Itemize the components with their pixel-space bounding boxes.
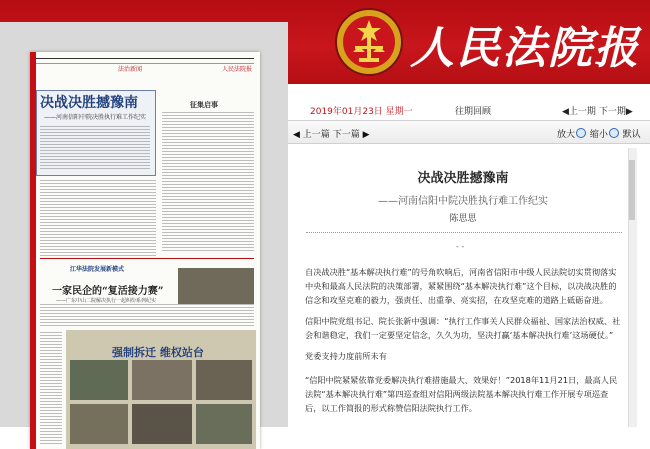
- feature-subhead: ——广东中山二院解决执行一起纠纷系列纪实: [56, 298, 157, 304]
- photo-6: [196, 404, 252, 444]
- default-size-button[interactable]: [623, 130, 641, 140]
- next-article-link[interactable]: 下一篇: [332, 130, 360, 140]
- section-divider: [40, 258, 254, 259]
- photo-1: [70, 360, 128, 400]
- divider-mark: - -: [456, 242, 465, 251]
- feature-headline[interactable]: 一家民企的“复活接力赛”: [52, 286, 164, 297]
- zoom-in-button[interactable]: [557, 130, 587, 140]
- masthead-title: 人民法院报: [410, 23, 640, 74]
- zoom-out-label: 缩小: [589, 130, 608, 140]
- triangle-left-icon: ◀: [293, 130, 300, 140]
- article-navigation: [293, 127, 370, 140]
- issue-navigation: [562, 104, 633, 117]
- court-emblem-icon: [333, 6, 405, 78]
- article-paragraph: 自决战决胜“基本解决执行难”的号角吹响后，河南省信阳市中级人民法院切实贯彻落实中央和最高人民法院的决策部署，紧紧围绕“基本解决执行难”这个目标，以决战决胜的信念和攻坚克难的毅力，强责任、出重拳、亮实招，在攻坚克难的道路上砥砺奋进。: [305, 267, 617, 305]
- page-brand: 人民法院报: [221, 66, 252, 73]
- article-title: 决战决胜撼豫南: [417, 171, 509, 186]
- article-subtitle: ——河南信阳中院决胜执行难工作纪实: [378, 196, 548, 207]
- photo-5: [132, 404, 192, 444]
- article-paragraph: 信阳中院党组书记、院长张新中强调：“执行工作事关人民群众福祉、国家法治权威、社会和谐稳定，我们一定要坚定信念，久久为功，坚决打赢‘基本解决执行难’这场硬仗。”: [305, 316, 621, 340]
- minus-icon: [609, 128, 619, 138]
- lead-story-subhead: ——河南信阳中院决胜执行难工作纪实: [44, 114, 147, 121]
- feature-text: [40, 304, 254, 326]
- prev-issue-link[interactable]: 上一期: [568, 107, 596, 117]
- zoom-controls: [557, 127, 641, 140]
- feature-photo: [178, 268, 254, 304]
- newspaper-page-thumbnail[interactable]: [30, 52, 260, 449]
- triangle-right-icon: ▶: [362, 130, 370, 140]
- photo-4: [70, 404, 128, 444]
- zoom-out-button[interactable]: [590, 130, 620, 140]
- plus-icon: [576, 128, 586, 138]
- photo-3: [196, 360, 252, 400]
- triangle-left-icon: ◀: [562, 107, 569, 117]
- prev-article-link[interactable]: 上一篇: [302, 130, 330, 140]
- lead-story-headline[interactable]: 决战决胜撼豫南: [40, 95, 138, 111]
- photo-2: [132, 360, 192, 400]
- lead-story-continued: [40, 180, 156, 256]
- article-section-heading: 党委支持力度前所未有: [305, 351, 387, 361]
- default-size-label: 默认: [622, 130, 641, 140]
- article-paragraph: “信阳中院紧紧依靠党委解决执行难措施最大、效果好！”2018年11月21日，最高人民法院“基本解决执行难”第四巡查组对信阳两级法院基本解决执行难工作开展专项巡查后，以工作简报的形式称赞信阳法院执行工作。: [305, 375, 618, 413]
- triangle-right-icon: ▶: [625, 107, 633, 117]
- zoom-in-label: 放大: [557, 130, 576, 140]
- photo-spread-headline[interactable]: 强制拆迁 维权站台: [112, 346, 204, 359]
- lead-story-text: [40, 126, 150, 170]
- mid-story-headline[interactable]: 江华法院发展新模式: [70, 266, 125, 273]
- side-story-headline[interactable]: 征集启事: [190, 101, 218, 109]
- article-divider: [306, 232, 622, 233]
- page-thumbnail-area: [0, 22, 288, 427]
- edition-tag: 法治新闻: [118, 66, 143, 73]
- scrollbar-thumb[interactable]: [629, 160, 635, 220]
- article-author: 陈思思: [449, 214, 477, 224]
- left-column-text: [40, 332, 62, 444]
- issue-date: 2019年01月23日 星期一: [310, 107, 413, 117]
- side-column-text: [162, 112, 254, 252]
- next-issue-link[interactable]: 下一期: [598, 107, 626, 117]
- past-issues-link[interactable]: 往期回顾: [455, 107, 492, 117]
